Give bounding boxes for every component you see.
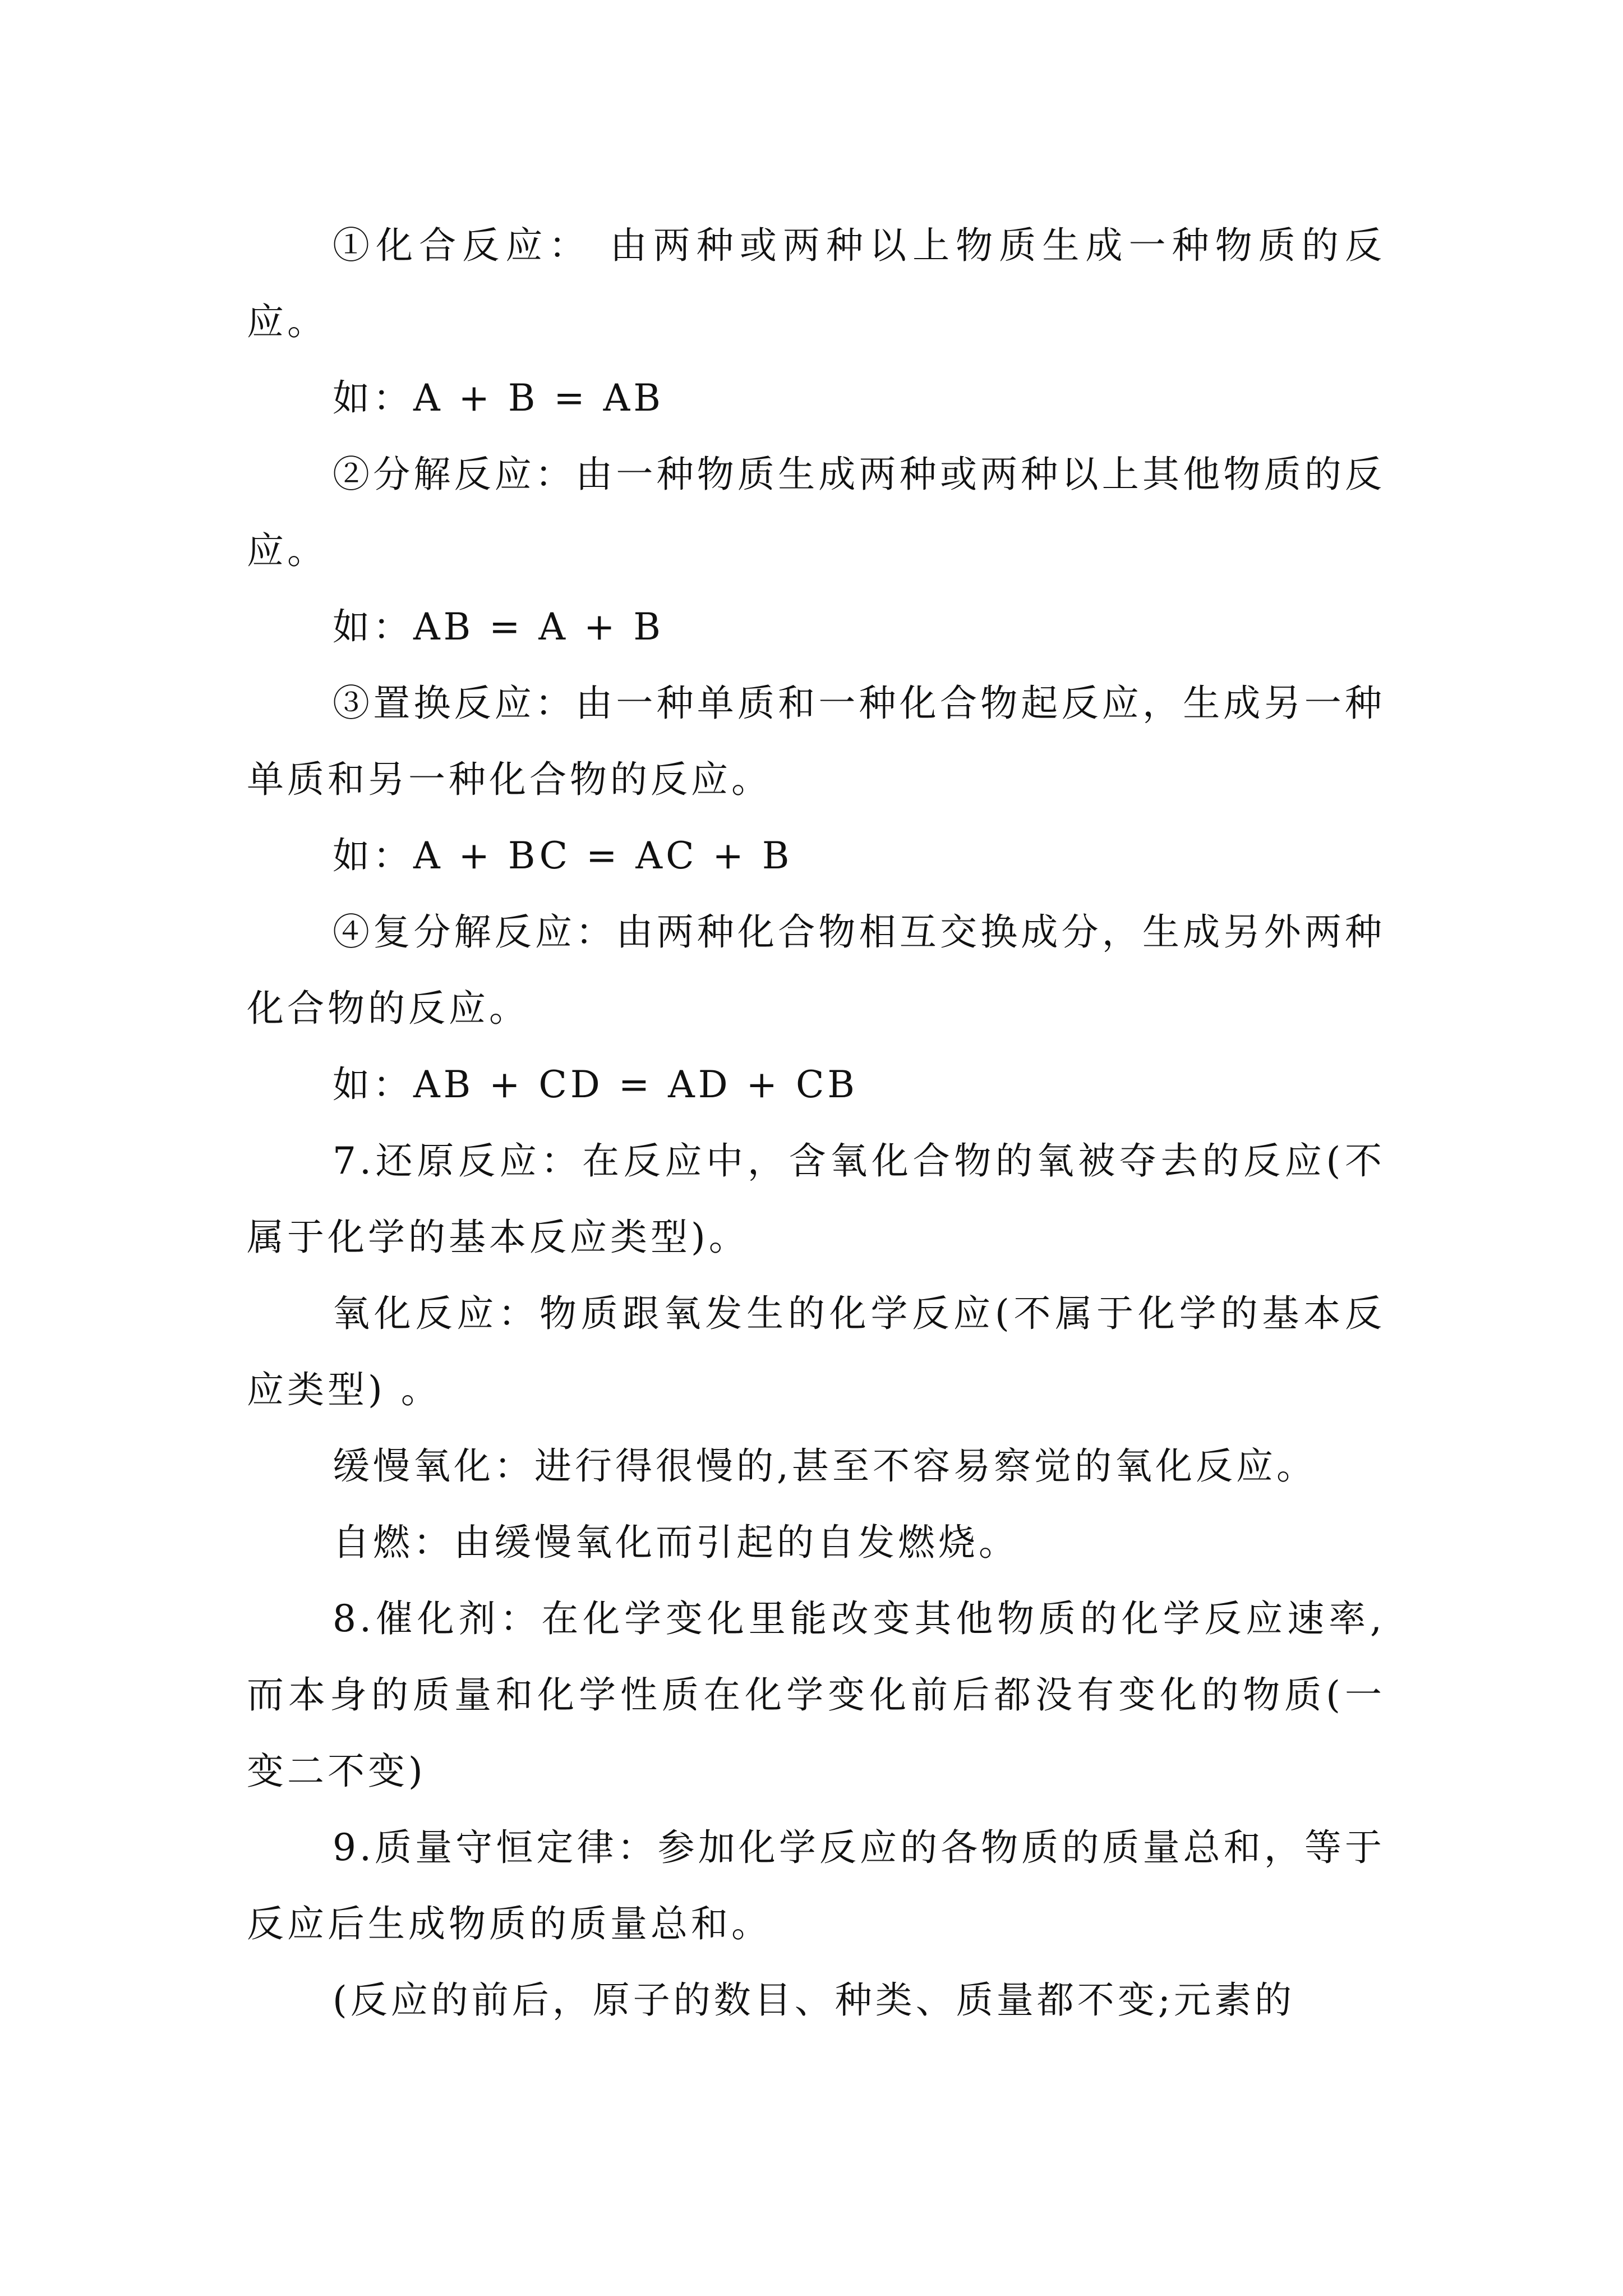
paragraph-slow-oxidation: 缓慢氧化：进行得很慢的,甚至不容易察觉的氧化反应。 bbox=[333, 1444, 1317, 1488]
document-page bbox=[247, 208, 1385, 2039]
paragraph-decomposition-reaction: ②分解反应：由一种物质生成两种或两种以上其他物质的反应。 bbox=[247, 453, 1385, 572]
paragraph-conservation-note: (反应的前后，原子的数目、种类、质量都不变;元素的 bbox=[333, 1978, 1295, 2022]
example-decomposition: 如：AB = A + B bbox=[333, 605, 664, 648]
paragraph-combination-reaction: ①化合反应： 由两种或两种以上物质生成一种物质的反应。 bbox=[247, 224, 1385, 343]
paragraph-double-decomposition-reaction: ④复分解反应：由两种化合物相互交换成分，生成另外两种化合物的反应。 bbox=[247, 910, 1385, 1030]
paragraph-reduction-reaction: 7.还原反应：在反应中，含氧化合物的氧被夺去的反应(不属于化学的基本反应类型)。 bbox=[247, 1139, 1385, 1259]
paragraph-spontaneous-combustion: 自燃：由缓慢氧化而引起的自发燃烧。 bbox=[333, 1521, 1019, 1564]
paragraph-catalyst: 8.催化剂：在化学变化里能改变其他物质的化学反应速率,而本身的质量和化学性质在化学变化前后都没有变化的物质(一变二不变) bbox=[247, 1597, 1385, 1793]
example-double-decomposition: 如：AB + CD = AD + CB bbox=[333, 1063, 858, 1106]
paragraph-conservation-of-mass: 9.质量守恒定律：参加化学反应的各物质的质量总和，等于反应后生成物质的质量总和。 bbox=[247, 1826, 1385, 1945]
paragraph-oxidation-reaction: 氧化反应：物质跟氧发生的化学反应(不属于化学的基本反应类型) 。 bbox=[247, 1292, 1385, 1411]
paragraph-displacement-reaction: ③置换反应：由一种单质和一种化合物起反应，生成另一种单质和另一种化合物的反应。 bbox=[247, 682, 1385, 801]
example-displacement: 如：A + BC = AC + B bbox=[333, 834, 793, 877]
example-combination: 如：A + B = AB bbox=[333, 376, 664, 420]
